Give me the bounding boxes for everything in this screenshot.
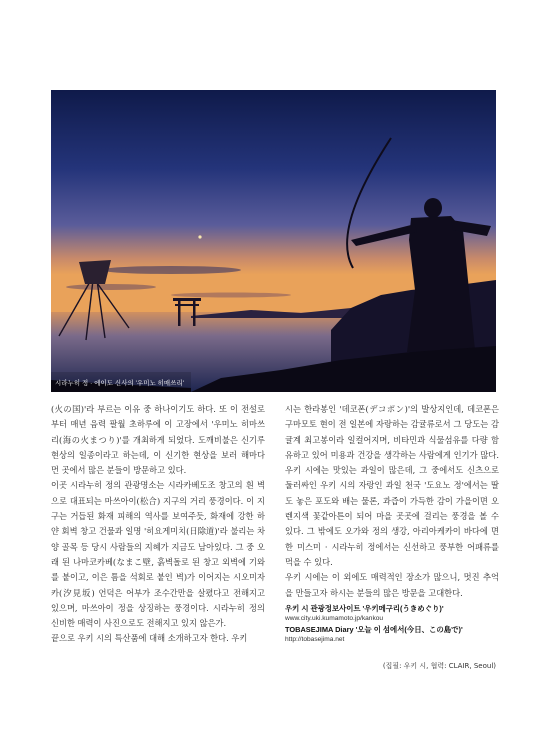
paragraph: 우키 시에는 이 외에도 매력적인 장소가 많으니, 멋진 추억을 만들고자 하시는 분들의 많은 방문을 고대한다. <box>285 572 499 598</box>
photo-caption: 시라누히 정 · 에이도 신사의 '우미노 히매쓰리' <box>55 380 185 387</box>
info-url[interactable]: http://tobasejima.net <box>285 635 345 643</box>
sunset-archer-photo <box>51 90 496 392</box>
paragraph: 이곳 시라누히 정의 관광명소는 시라카베도조 창고의 흰 벽으로 대표되는 마쓰아이(松合) 지구의 거리 풍경이다. 이 지구는 거듭된 화재 피해의 역사를 보여주듯, 화재에 강한 하얀 회벽 창고 건물과 일명 '히요게미치(日除道)'라 불리는 차양 골목 등 당시 사람들의 지혜가 지금도 남아있다. 그 중 오래 된 나마코카베(なまこ壁, 흙벽돌로 된 창고 외벽에 기와를 붙이고, 이은 틈을 석회로 붙인 벽)가 이어지는 시오미자카(汐見坂) 언덕은 어부가 조수간만을 살폈다고 전해지고 있으며, 마쓰아이 정을 상징하는 풍경이다. 시라누히 정의 신비한 매력이 사진으로도 전해지고 있지 않은가. <box>51 480 265 629</box>
paragraph: 시는 한라봉인 '데코폰(デコポン)'의 발상지인데, 데코폰은 구마모토 현이 전 일본에 자랑하는 감귤류로서 그 당도는 감귤계 최고봉이라 일컬어지며, 비타민과 식물섬유를 다량 함유하고 있어 미용과 건강을 생각하는 사람에게 인기가 많다. 우키 시에는 맛있는 과일이 많은데, 그 중에서도 신츠으로 둘러싸인 우키 시의 자랑인 과일 천국 '도요노 정'에서는 딸도 놓은 포도와 배는 물론, 과즙이 가득한 감이 가을이면 오렌지색 꽃같아튼이 되어 마을 곳곳에 걸리는 풍경을 볼 수 있다. 그 밖에도 오가와 정의 생강, 아리아케카이 바다에 면한 미스미 · 시라누히 정에서는 신선하고 풍부한 어패류를 먹을 수 있다. <box>285 404 499 567</box>
info-links <box>285 603 499 645</box>
hero-photo <box>51 90 496 392</box>
article-left-column <box>51 402 265 647</box>
info-title: 우키 시 관광정보사이트 '우키메구리(うきめぐり)' <box>285 603 444 613</box>
article-right-column <box>285 402 499 645</box>
info-title: TOBASEJIMA Diary '오늘 이 섬에서(今日、この島で)' <box>285 624 463 634</box>
paragraph: 끝으로 우키 시의 특산품에 대해 소개하고자 한다. 우키 <box>51 633 248 644</box>
paragraph: (火の国)'라 부르는 이유 중 하나이기도 하다. 또 이 전설로부터 매년 음력 팔월 초하루에 이 고장에서 '우미노 히마쓰리(海の火まつり)'를 개최하게 되었다. 도깨비불은 신기루 현상의 일종이라고 하는데, 이 신기한 현상을 보러 해마다 먼 곳에서 많은 분들이 방문하고 있다. <box>51 404 265 476</box>
info-url[interactable]: www.city.uki.kumamoto.jp/kankou <box>285 614 384 622</box>
credit-line: (집필: 우키 시, 협력: CLAIR, Seoul) <box>382 662 496 670</box>
